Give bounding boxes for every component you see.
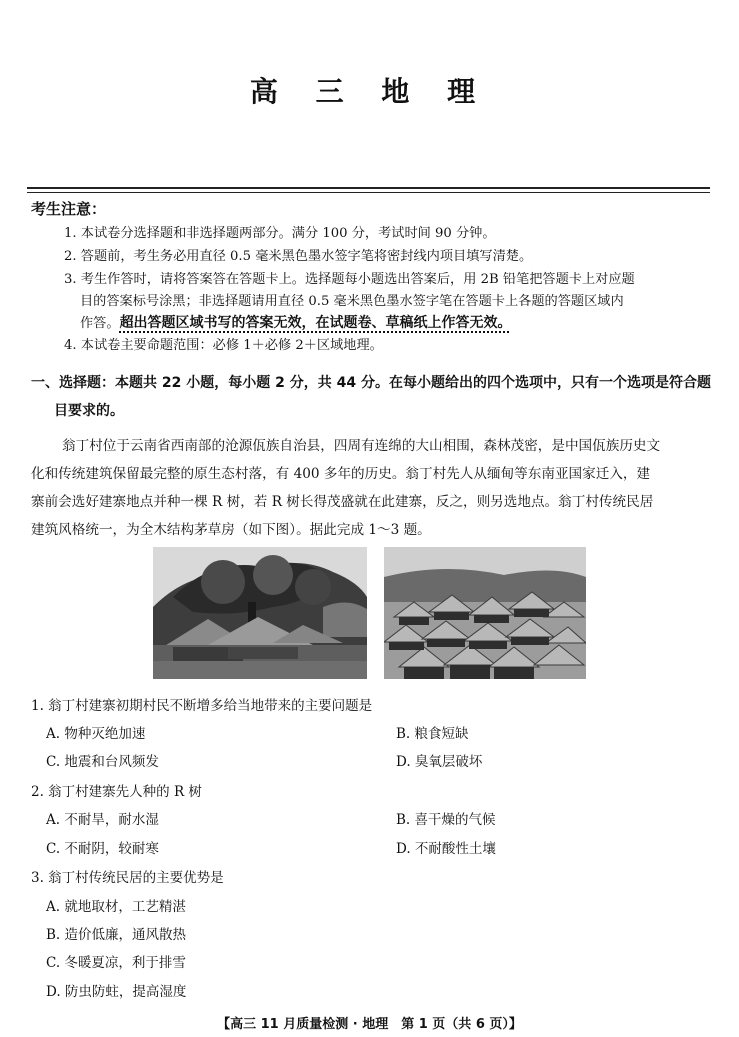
section-heading-line1: 一、选择题：本题共 22 小题，每小题 2 分，共 44 分。在每小题给出的四个选项中，只有一个选项是符合题 bbox=[31, 375, 711, 391]
notice-item-3-line3 bbox=[80, 312, 512, 332]
question-2-option-a: A. 不耐旱，耐水湿 bbox=[46, 812, 159, 828]
question-3-stem: 3. 翁丁村传统民居的主要优势是 bbox=[31, 870, 224, 886]
question-3-option-c: C. 冬暖夏凉，利于排雪 bbox=[46, 955, 186, 971]
page-title: 高 三 地 理 bbox=[249, 75, 490, 108]
village-photo-aerial bbox=[384, 547, 586, 679]
question-2-option-c: C. 不耐阴，较耐寒 bbox=[46, 841, 159, 857]
notice-item-3-line2: 目的答案标号涂黑；非选择题请用直径 0.5 毫米黑色墨水签字笔在答题卡上各题的答题区域内 bbox=[80, 294, 624, 309]
question-2-stem: 2. 翁丁村建寨先人种的 R 树 bbox=[31, 784, 202, 800]
notice-item-3: 3. 考生作答时，请将答案答在答题卡上。选择题每小题选出答案后，用 2B 铅笔把答题卡上对应题 bbox=[64, 272, 635, 287]
page-footer: 【高三 11 月质量检测 · 地理 第 1 页（共 6 页）】 bbox=[217, 1017, 522, 1032]
passage-line-1: 翁丁村位于云南省西南部的沧源佤族自治县，四周有连绵的大山相围，森林茂密，是中国佤族历史文 bbox=[62, 438, 661, 454]
notice-heading: 考生注意： bbox=[31, 200, 107, 218]
question-2-option-b: B. 喜干燥的气候 bbox=[396, 812, 496, 828]
question-1-stem: 1. 翁丁村建寨初期村民不断增多给当地带来的主要问题是 bbox=[31, 698, 373, 714]
question-1-option-c: C. 地震和台风频发 bbox=[46, 754, 159, 770]
notice-item-2: 2. 答题前，考生务必用直径 0.5 毫米黑色墨水签字笔将密封线内项目填写清楚。 bbox=[64, 249, 533, 264]
question-3-option-d: D. 防虫防蛀，提高湿度 bbox=[46, 984, 187, 1000]
passage-line-3: 寨前会选好建寨地点并种一棵 R 树，若 R 树长得茂盛就在此建寨，反之，则另选地点。翁丁村传统民居 bbox=[31, 494, 654, 510]
question-1-option-d: D. 臭氧层破坏 bbox=[396, 754, 483, 770]
question-2-option-d: D. 不耐酸性土壤 bbox=[396, 841, 496, 857]
question-3-option-a: A. 就地取材，工艺精湛 bbox=[46, 899, 186, 915]
passage-line-4: 建筑风格统一，为全木结构茅草房（如下图）。据此完成 1～3 题。 bbox=[31, 522, 431, 538]
village-photo-tree bbox=[153, 547, 367, 679]
notice-item-3-warning: 超出答题区域书写的答案无效，在试题卷、草稿纸上作答无效。 bbox=[119, 315, 512, 331]
notice-item-3-prefix: 作答。 bbox=[80, 316, 120, 331]
section-heading-line2: 目要求的。 bbox=[54, 403, 124, 419]
header-rule-thin bbox=[27, 192, 710, 193]
question-3-option-b: B. 造价低廉，通风散热 bbox=[46, 927, 187, 943]
notice-item-4: 4. 本试卷主要命题范围：必修 1＋必修 2＋区域地理。 bbox=[64, 338, 383, 353]
question-1-option-b: B. 粮食短缺 bbox=[396, 726, 469, 742]
notice-item-1: 1. 本试卷分选择题和非选择题两部分。满分 100 分，考试时间 90 分钟。 bbox=[64, 226, 496, 241]
passage-line-2: 化和传统建筑保留最完整的原生态村落，有 400 多年的历史。翁丁村先人从缅甸等东南亚国家迁入，建 bbox=[31, 466, 651, 482]
header-rule-thick bbox=[27, 187, 710, 189]
question-1-option-a: A. 物种灭绝加速 bbox=[46, 726, 146, 742]
